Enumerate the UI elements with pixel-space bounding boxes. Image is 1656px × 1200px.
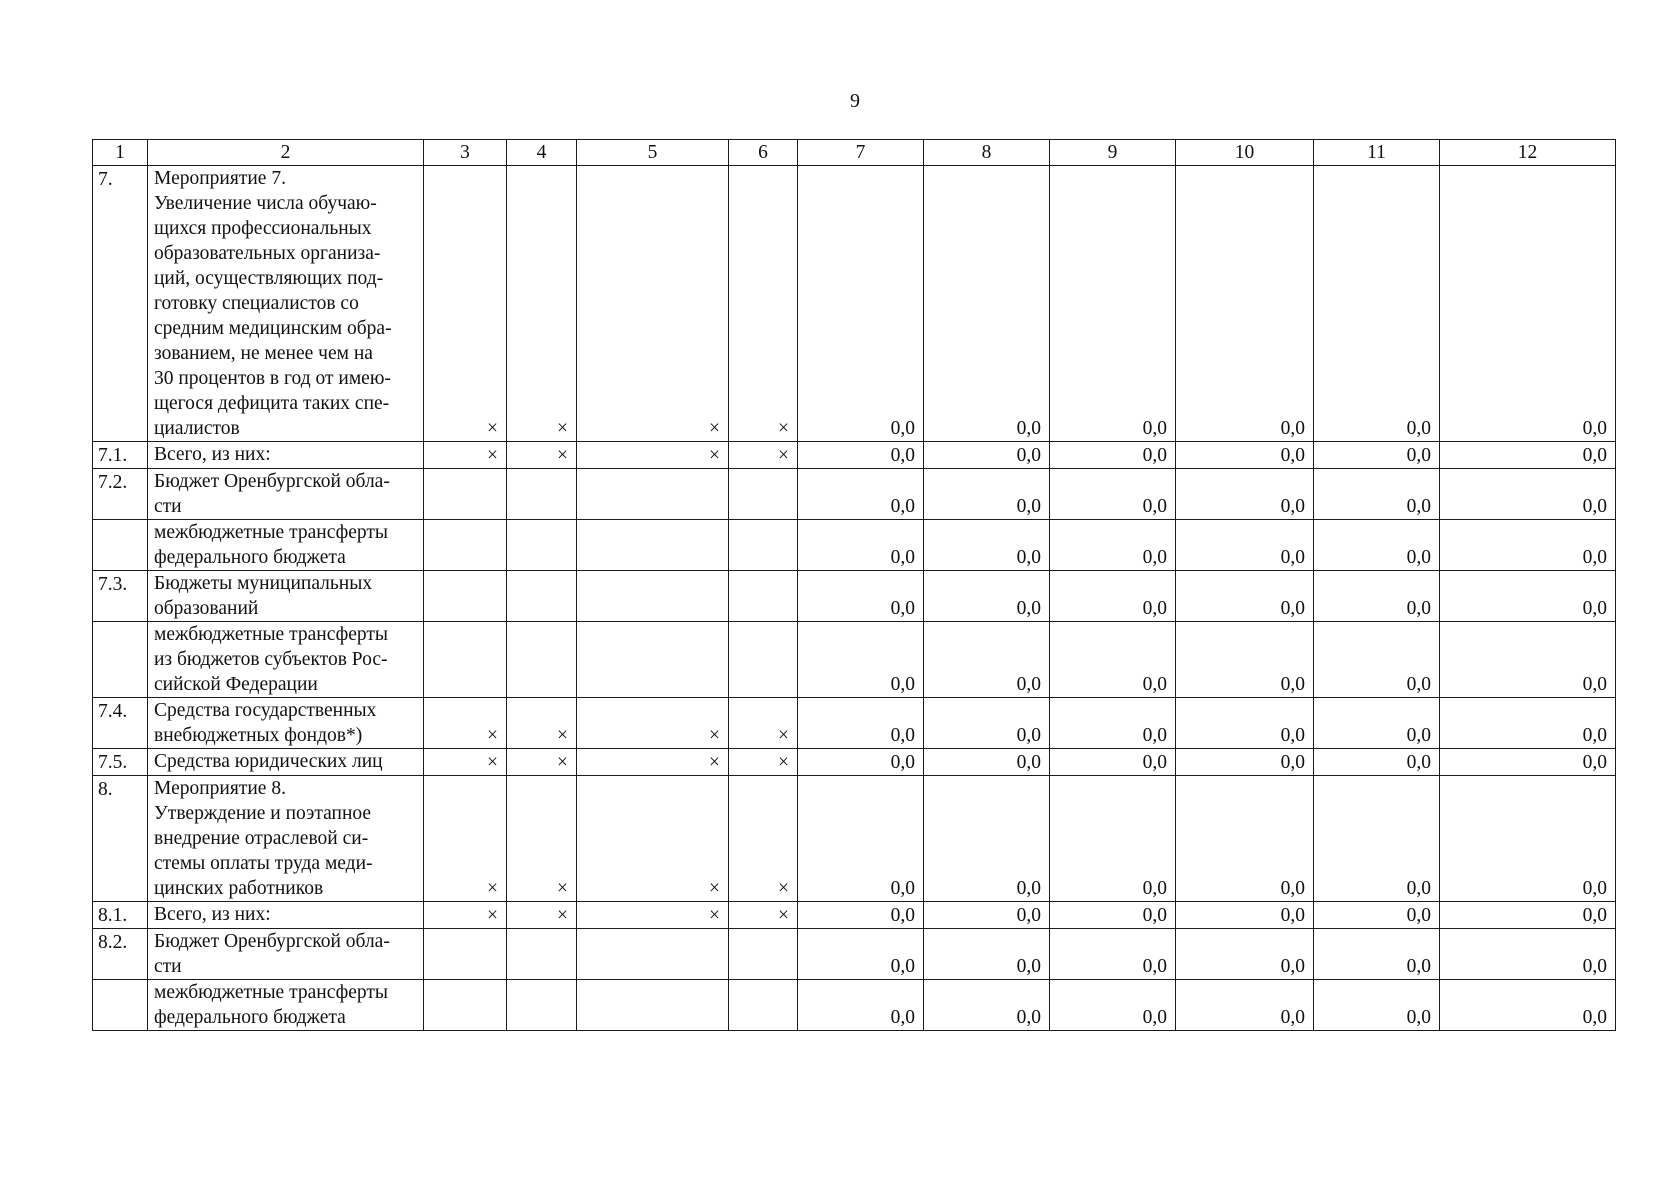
cell-col-7: 0,0	[798, 980, 924, 1031]
cell-col-9: 0,0	[1050, 776, 1176, 902]
cell-col-4	[507, 929, 577, 980]
table-row	[93, 698, 1616, 749]
table-row	[93, 902, 1616, 929]
cell-col-11: 0,0	[1314, 166, 1440, 442]
cell-col-11: 0,0	[1314, 442, 1440, 469]
cell-col-4	[507, 571, 577, 622]
cell-col-10: 0,0	[1176, 520, 1314, 571]
cell-col-6: ×	[729, 166, 798, 442]
cell-col-3	[424, 622, 507, 698]
row-description: Средства государственных внебюджетных фондов*)	[148, 698, 424, 749]
cell-col-3	[424, 469, 507, 520]
cell-col-9: 0,0	[1050, 749, 1176, 776]
row-description: Мероприятие 7. Увеличение числа обучаю- щихся профессиональных образовательных организа- ций, осуществляющих под- готовку специалистов со средним медицинским обра- зованием, не менее чем на 30 процентов в год от имею- щегося дефицита таких спе- циалистов	[148, 166, 424, 442]
cell-col-6	[729, 520, 798, 571]
cell-col-5	[577, 980, 729, 1031]
column-header: 3	[424, 140, 507, 166]
table-row	[93, 622, 1616, 698]
column-header: 10	[1176, 140, 1314, 166]
cell-col-3	[424, 520, 507, 571]
cell-col-9: 0,0	[1050, 698, 1176, 749]
row-number: 8.2.	[93, 929, 148, 980]
cell-col-7: 0,0	[798, 749, 924, 776]
cell-col-11: 0,0	[1314, 776, 1440, 902]
cell-col-9: 0,0	[1050, 980, 1176, 1031]
cell-col-5: ×	[577, 442, 729, 469]
table-row	[93, 776, 1616, 902]
cell-col-6	[729, 571, 798, 622]
cell-col-5	[577, 929, 729, 980]
row-description: Мероприятие 8. Утверждение и поэтапное внедрение отраслевой си- стемы оплаты труда меди- цинских работников	[148, 776, 424, 902]
cell-col-11: 0,0	[1314, 571, 1440, 622]
row-number: 7.3.	[93, 571, 148, 622]
column-header: 6	[729, 140, 798, 166]
cell-col-4	[507, 520, 577, 571]
cell-col-8: 0,0	[924, 469, 1050, 520]
cell-col-6: ×	[729, 749, 798, 776]
cell-col-12: 0,0	[1440, 980, 1616, 1031]
row-number: 7.2.	[93, 469, 148, 520]
cell-col-8: 0,0	[924, 749, 1050, 776]
cell-col-3: ×	[424, 902, 507, 929]
cell-col-7: 0,0	[798, 520, 924, 571]
cell-col-8: 0,0	[924, 980, 1050, 1031]
column-header: 9	[1050, 140, 1176, 166]
row-description: Бюджет Оренбургской обла- сти	[148, 469, 424, 520]
cell-col-7: 0,0	[798, 902, 924, 929]
cell-col-8: 0,0	[924, 622, 1050, 698]
column-header: 2	[148, 140, 424, 166]
cell-col-4	[507, 469, 577, 520]
row-description: Всего, из них:	[148, 902, 424, 929]
table-row	[93, 571, 1616, 622]
row-number: 8.1.	[93, 902, 148, 929]
cell-col-7: 0,0	[798, 929, 924, 980]
cell-col-11: 0,0	[1314, 902, 1440, 929]
cell-col-8: 0,0	[924, 166, 1050, 442]
cell-col-12: 0,0	[1440, 929, 1616, 980]
cell-col-7: 0,0	[798, 776, 924, 902]
cell-col-10: 0,0	[1176, 442, 1314, 469]
cell-col-7: 0,0	[798, 469, 924, 520]
cell-col-8: 0,0	[924, 929, 1050, 980]
cell-col-3	[424, 929, 507, 980]
cell-col-9: 0,0	[1050, 571, 1176, 622]
cell-col-3: ×	[424, 698, 507, 749]
cell-col-12: 0,0	[1440, 776, 1616, 902]
cell-col-9: 0,0	[1050, 622, 1176, 698]
cell-col-9: 0,0	[1050, 520, 1176, 571]
cell-col-3: ×	[424, 166, 507, 442]
budget-table	[92, 139, 1616, 1031]
cell-col-3: ×	[424, 776, 507, 902]
cell-col-7: 0,0	[798, 166, 924, 442]
column-header: 12	[1440, 140, 1616, 166]
cell-col-3	[424, 980, 507, 1031]
row-description: Бюджет Оренбургской обла- сти	[148, 929, 424, 980]
cell-col-5: ×	[577, 902, 729, 929]
row-number: 7.	[93, 166, 148, 442]
cell-col-6	[729, 929, 798, 980]
cell-col-3: ×	[424, 442, 507, 469]
cell-col-4: ×	[507, 166, 577, 442]
cell-col-3	[424, 571, 507, 622]
cell-col-6: ×	[729, 776, 798, 902]
cell-col-3: ×	[424, 749, 507, 776]
cell-col-11: 0,0	[1314, 622, 1440, 698]
table-row	[93, 442, 1616, 469]
cell-col-9: 0,0	[1050, 442, 1176, 469]
cell-col-6: ×	[729, 442, 798, 469]
table-row	[93, 749, 1616, 776]
cell-col-6	[729, 980, 798, 1031]
row-number	[93, 520, 148, 571]
column-header: 8	[924, 140, 1050, 166]
cell-col-10: 0,0	[1176, 469, 1314, 520]
cell-col-7: 0,0	[798, 622, 924, 698]
cell-col-12: 0,0	[1440, 469, 1616, 520]
cell-col-6: ×	[729, 902, 798, 929]
column-header: 4	[507, 140, 577, 166]
cell-col-10: 0,0	[1176, 980, 1314, 1031]
cell-col-12: 0,0	[1440, 902, 1616, 929]
cell-col-9: 0,0	[1050, 929, 1176, 980]
row-description: межбюджетные трансферты из бюджетов субъектов Рос- сийской Федерации	[148, 622, 424, 698]
cell-col-12: 0,0	[1440, 442, 1616, 469]
table-row	[93, 469, 1616, 520]
cell-col-12: 0,0	[1440, 520, 1616, 571]
cell-col-12: 0,0	[1440, 166, 1616, 442]
cell-col-5: ×	[577, 698, 729, 749]
row-number: 7.4.	[93, 698, 148, 749]
cell-col-10: 0,0	[1176, 776, 1314, 902]
column-header: 7	[798, 140, 924, 166]
cell-col-5	[577, 622, 729, 698]
row-number: 7.5.	[93, 749, 148, 776]
table-row	[93, 166, 1616, 442]
cell-col-8: 0,0	[924, 442, 1050, 469]
cell-col-7: 0,0	[798, 698, 924, 749]
cell-col-7: 0,0	[798, 442, 924, 469]
cell-col-10: 0,0	[1176, 571, 1314, 622]
cell-col-8: 0,0	[924, 698, 1050, 749]
row-description: Бюджеты муниципальных образований	[148, 571, 424, 622]
row-number: 7.1.	[93, 442, 148, 469]
cell-col-4: ×	[507, 776, 577, 902]
cell-col-8: 0,0	[924, 902, 1050, 929]
cell-col-11: 0,0	[1314, 469, 1440, 520]
cell-col-4	[507, 622, 577, 698]
row-description: Средства юридических лиц	[148, 749, 424, 776]
cell-col-10: 0,0	[1176, 929, 1314, 980]
cell-col-11: 0,0	[1314, 698, 1440, 749]
cell-col-10: 0,0	[1176, 622, 1314, 698]
cell-col-5	[577, 520, 729, 571]
cell-col-9: 0,0	[1050, 902, 1176, 929]
column-header: 5	[577, 140, 729, 166]
header-row	[93, 140, 1616, 166]
page-number: 9	[850, 90, 860, 112]
cell-col-9: 0,0	[1050, 469, 1176, 520]
cell-col-4: ×	[507, 698, 577, 749]
row-number: 8.	[93, 776, 148, 902]
cell-col-11: 0,0	[1314, 520, 1440, 571]
cell-col-7: 0,0	[798, 571, 924, 622]
cell-col-5: ×	[577, 749, 729, 776]
column-header: 1	[93, 140, 148, 166]
cell-col-6	[729, 469, 798, 520]
row-number	[93, 980, 148, 1031]
cell-col-12: 0,0	[1440, 571, 1616, 622]
cell-col-10: 0,0	[1176, 698, 1314, 749]
cell-col-10: 0,0	[1176, 902, 1314, 929]
cell-col-6	[729, 622, 798, 698]
cell-col-4	[507, 980, 577, 1031]
cell-col-12: 0,0	[1440, 698, 1616, 749]
cell-col-6: ×	[729, 698, 798, 749]
cell-col-11: 0,0	[1314, 749, 1440, 776]
cell-col-9: 0,0	[1050, 166, 1176, 442]
cell-col-4: ×	[507, 749, 577, 776]
cell-col-10: 0,0	[1176, 749, 1314, 776]
cell-col-4: ×	[507, 442, 577, 469]
cell-col-10: 0,0	[1176, 166, 1314, 442]
cell-col-5	[577, 469, 729, 520]
cell-col-8: 0,0	[924, 571, 1050, 622]
cell-col-5	[577, 571, 729, 622]
cell-col-8: 0,0	[924, 520, 1050, 571]
column-header: 11	[1314, 140, 1440, 166]
row-number	[93, 622, 148, 698]
cell-col-8: 0,0	[924, 776, 1050, 902]
cell-col-12: 0,0	[1440, 622, 1616, 698]
cell-col-5: ×	[577, 166, 729, 442]
cell-col-4: ×	[507, 902, 577, 929]
cell-col-5: ×	[577, 776, 729, 902]
row-description: межбюджетные трансферты федерального бюджета	[148, 980, 424, 1031]
table-row	[93, 980, 1616, 1031]
cell-col-11: 0,0	[1314, 980, 1440, 1031]
cell-col-11: 0,0	[1314, 929, 1440, 980]
table-row	[93, 520, 1616, 571]
cell-col-12: 0,0	[1440, 749, 1616, 776]
row-description: межбюджетные трансферты федерального бюджета	[148, 520, 424, 571]
row-description: Всего, из них:	[148, 442, 424, 469]
table-row	[93, 929, 1616, 980]
